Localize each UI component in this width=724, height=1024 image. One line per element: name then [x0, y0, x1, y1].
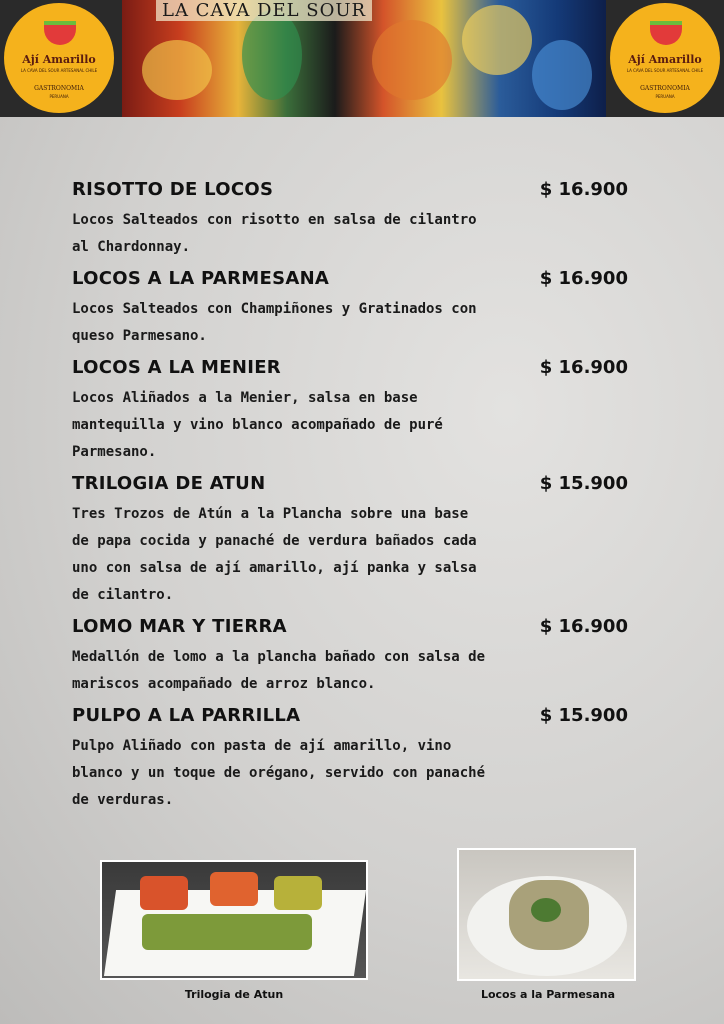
dish-price: $ 16.900 [539, 616, 628, 637]
logo-gastronomy: GASTRONOMIA [34, 85, 84, 92]
dish-price: $ 15.900 [539, 705, 628, 726]
mural-title: LA CAVA DEL SOUR [156, 0, 372, 21]
dish-name: PULPO A LA PARRILLA [72, 705, 301, 726]
menu-item [72, 176, 632, 261]
photo-caption: Locos a la Parmesana [480, 988, 616, 1001]
dish-name: LOCOS A LA PARMESANA [72, 268, 330, 289]
dish-description: Pulpo Aliñado con pasta de ají amarillo, vino blanco y un toque de orégano, servido con panaché de verduras. [72, 738, 486, 808]
photo-trilogia-de-atun [100, 860, 368, 980]
photo-locos-a-la-parmesana [457, 848, 636, 981]
logo-gastronomy: GASTRONOMIA [640, 85, 690, 92]
menu-list [72, 176, 632, 818]
logo-subtitle: LA CAVA DEL SOUR ARTESANAL CHILE [626, 68, 704, 73]
menu-item [72, 354, 632, 466]
logo-cuisine: PERUANA [655, 94, 675, 99]
menu-item [72, 613, 632, 698]
chili-fruit-icon [650, 21, 682, 45]
logo-left [4, 3, 114, 113]
dish-price: $ 16.900 [539, 268, 628, 289]
dish-description: Medallón de lomo a la plancha bañado con salsa de mariscos acompañado de arroz blanco. [72, 649, 486, 692]
food-tuna [274, 876, 322, 910]
food-vegetables [142, 914, 312, 950]
dish-name: TRILOGIA DE ATUN [72, 473, 266, 494]
header-banner [0, 0, 724, 117]
logo-brand: Ají Amarillo [22, 53, 96, 66]
dish-name: LOCOS A LA MENIER [72, 357, 281, 378]
dish-description: Locos Salteados con Champiñones y Gratinados con queso Parmesano. [72, 301, 477, 344]
logo-right [610, 3, 720, 113]
dish-description: Locos Aliñados a la Menier, salsa en base mantequilla y vino blanco acompañado de puré Parmesano. [72, 390, 443, 460]
mural-image [122, 0, 606, 117]
dish-description: Tres Trozos de Atún a la Plancha sobre una base de papa cocida y panaché de verdura bañados cada uno con salsa de ají amarillo, ají panka y salsa de cilantro. [72, 506, 477, 603]
logo-subtitle: LA CAVA DEL SOUR ARTESANAL CHILE [20, 68, 98, 73]
dish-price: $ 16.900 [539, 179, 628, 200]
logo-cuisine: PERUANA [49, 94, 69, 99]
food-tuna [140, 876, 188, 910]
food-garnish [531, 898, 561, 922]
dish-price: $ 16.900 [539, 357, 628, 378]
dish-price: $ 15.900 [539, 473, 628, 494]
menu-item [72, 702, 632, 814]
photo-caption: Trilogia de Atun [184, 988, 284, 1001]
dish-name: RISOTTO DE LOCOS [72, 179, 274, 200]
dish-description: Locos Salteados con risotto en salsa de cilantro al Chardonnay. [72, 212, 477, 255]
chili-fruit-icon [44, 21, 76, 45]
logo-brand: Ají Amarillo [628, 53, 702, 66]
dish-name: LOMO MAR Y TIERRA [72, 616, 287, 637]
menu-item [72, 470, 632, 609]
menu-item [72, 265, 632, 350]
food-tuna [210, 872, 258, 906]
